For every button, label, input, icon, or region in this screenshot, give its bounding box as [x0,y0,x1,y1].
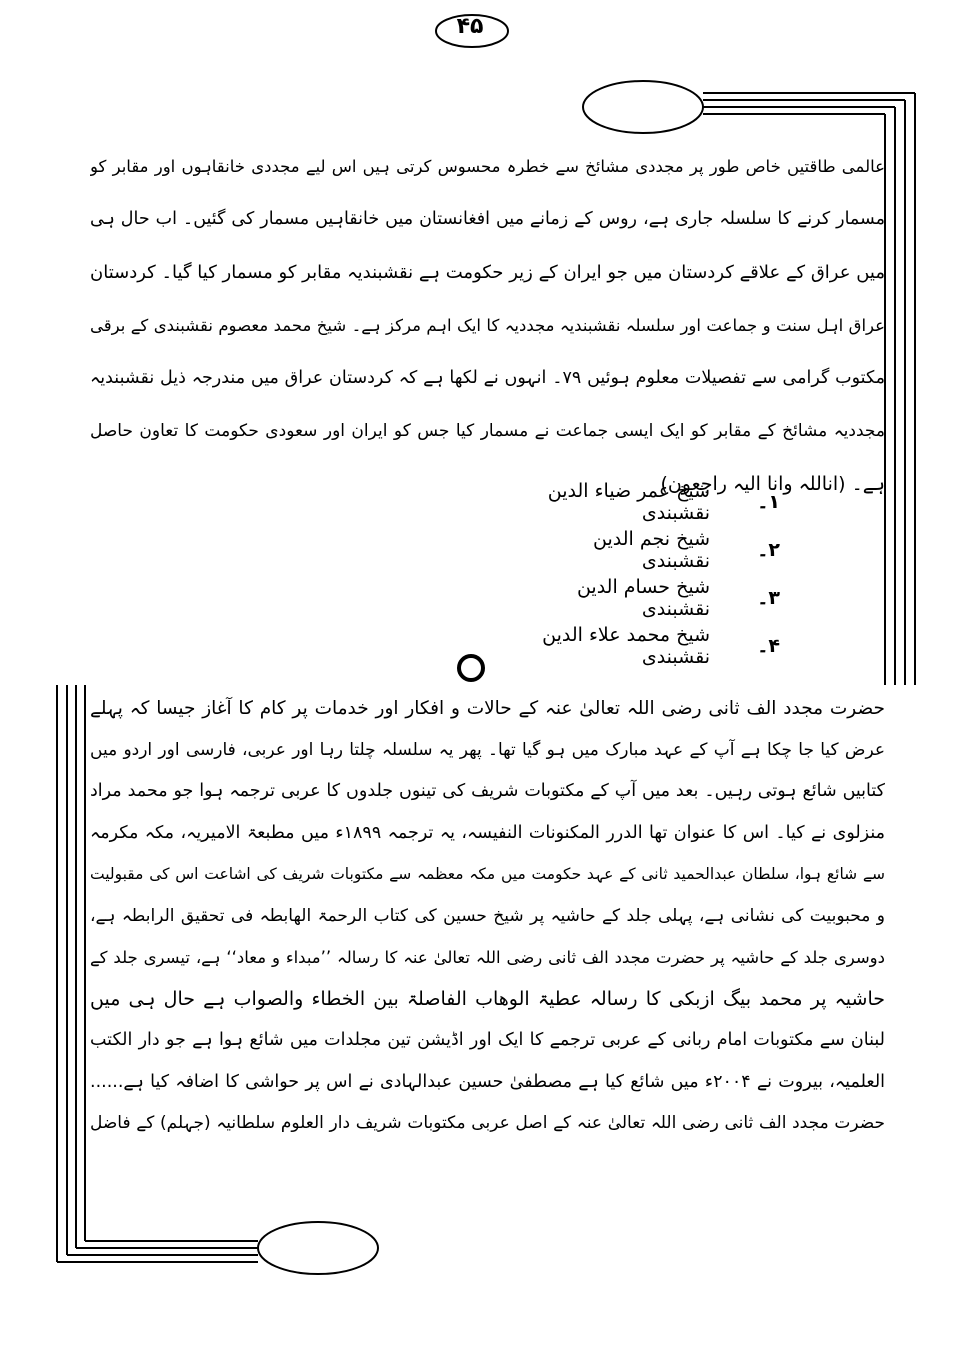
shrines-list [520,478,780,670]
text-line: و محبوبیت کی نشانی ہے، پہلی جلد کے حاشیہ پر شیخ حسین کی کتاب الرحمۃ الھابطہ فی تحقیق الرابطہ ہے، [90,905,885,926]
list-item-number: ۳۔ [757,587,780,609]
text-line: حاشیہ پر محمد بیگ ازبکی کا رسالہ عطیۃ الوھاب الفاصلۃ بین الخطاء والصواب ہے حال ہی میں [90,987,885,1010]
text-line: دوسری جلد کے حاشیہ پر حضرت مجدد الف ثانی رضی اللہ تعالیٰ عنہ کا رسالہ ’’مبداء و معاد‘‘ ہے، تیسری جلد کے [90,948,885,967]
text-line: لبنان سے مکتوبات امام ربانی کے عربی ترجمے کا ایک اور اڈیشن تین مجلدات میں شائع ہوا ہے جو دار الکتب [90,1030,885,1050]
text-line: کتابیں شائع ہوتی رہیں۔ بعد میں آپ کے مکتوبات شریف کی تینوں جلدوں کا عربی ترجمہ ہوا جو محمد مراد [90,781,885,801]
text-line: حضرت مجدد الف ثانی رضی اللہ تعالیٰ عنہ کے اصل عربی مکتوبات شریف دار العلوم سلطانیہ (جہلم) کے فاضل [90,1113,885,1133]
text-line: عرض کیا جا چکا ہے آپ کے عہد مبارک میں ہو گیا تھا۔ پھر یہ سلسلہ چلتا رہا اور عربی، فارسی اور اردو میں [90,739,885,760]
paragraph-section-2 [90,688,885,1145]
text-line: عالمی طاقتیں خاص طور پر مجددی مشائخ سے خطرہ محسوس کرتی ہیں اس لیے مجددی خانقاہوں اور مقابر کو [90,157,885,176]
text-line: منزلوی نے کیا۔ اس کا عنوان تھا الدرر المکنونات النفیسہ، یہ ترجمہ ۱۸۹۹ء میں مطبعۃ الامیریہ، مکہ مکرمہ [90,822,885,843]
list-item-number: ۴۔ [757,635,780,657]
bottom-oval-ornament [258,1222,378,1274]
list-item-name: شیخ عمر ضیاء الدین نقشبندی [547,480,710,524]
text-line: میں عراق کے علاقے کردستان میں جو ایران کے زیر حکومت ہے نقشبندیہ مقابر کو مسمار کیا گیا۔ کردستان [90,262,885,283]
list-item [520,574,780,622]
text-line: ہے۔ (اناللہ وانا الیہ راجعون) [660,473,885,495]
list-item-name: شیخ نجم الدین نقشبندی [593,528,710,572]
list-item [520,622,780,670]
text-line: عراق اہل سنت و جماعت اور سلسلہ نقشبندیہ مجددیہ کا ایک اہم مرکز ہے۔ شیخ محمد معصوم نقشبندی کے برقی [90,316,885,335]
text-line: العلمیہ، بیروت نے ۲۰۰۴ء میں شائع کیا ہے مصطفیٰ حسین عبدالہادی نے اس پر حواشی کا اضافہ کیا ہے...... [90,1071,885,1092]
paragraph-section-1 [90,140,885,511]
page-number [430,8,510,44]
list-item-number: ۱۔ [757,491,780,513]
text-line: مسمار کرنے کا سلسلہ جاری ہے، روس کے زمانے میں افغانستان میں خانقاہیں مسمار کی گئیں۔ اب حال ہی [90,209,885,229]
list-item-name: شیخ حسام الدین نقشبندی [576,576,710,620]
text-line: مکتوب گرامی سے تفصیلات معلوم ہوئیں ۷۹۔ انہوں نے لکھا ہے کہ کردستان عراق میں مندرجہ ذیل نقشبندیہ [90,368,885,388]
section-separator-circle [457,654,485,682]
text-line: حضرت مجدد الف ثانی رضی اللہ تعالیٰ عنہ کے حالات و افکار اور خدمات پر کام کا آغاز جیسا کہ پہلے [90,698,885,719]
list-item-name: شیخ محمد علاء الدین نقشبندی [542,624,710,668]
top-oval-ornament [583,81,703,133]
list-item-number: ۲۔ [757,539,780,561]
text-line: مجددیہ مشائخ کے مقابر کو ایک ایسی جماعت نے مسمار کیا جس کو ایران اور سعودی حکومت کا تعاون حاصل [90,421,885,441]
page-number-text: ۴۵ [456,13,484,39]
text-line: سے شائع ہوا، سلطان عبدالحمید ثانی کے عہد حکومت میں مکہ معظمہ سے مکتوبات شریف کی اشاعت اس کی مقبولیت [90,865,885,883]
list-item [520,526,780,574]
list-item [520,478,780,526]
